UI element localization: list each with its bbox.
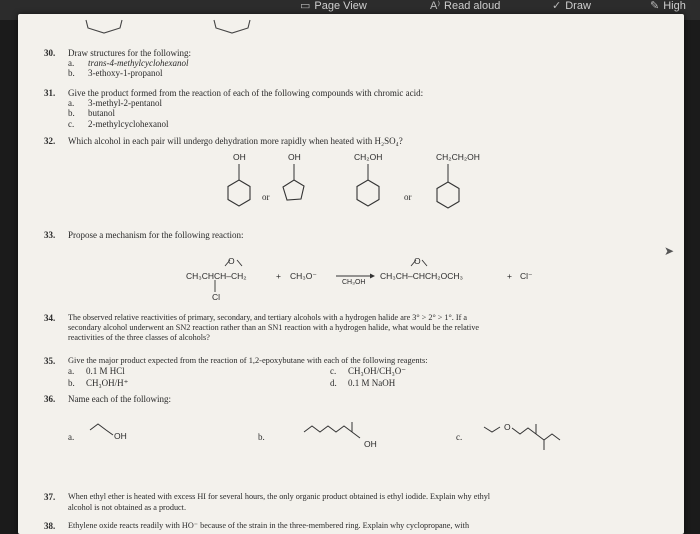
page-view-label: Page View [314,0,367,12]
q32-oh-2: OH [288,152,301,162]
q31c-label: c. [68,119,75,129]
q33-chlorine: Cl [212,292,221,302]
page-view-icon: ▭ [300,0,311,12]
q30b-text: 3-ethoxy-1-propanol [88,68,163,78]
q30-text: Draw structures for the following: [68,48,191,58]
q30a-text: trans-4-methylcyclohexanol [88,58,189,68]
q35-number: 35. [44,356,56,366]
q35c-label: c. [330,366,337,376]
q35d-label: d. [330,378,337,388]
draw-label: Draw [565,0,591,12]
highlight-icon: ✎ [650,0,660,12]
q33-number: 33. [44,230,56,240]
q33-plus-2: + [507,271,512,281]
q37-number: 37. [44,492,56,502]
draw-button[interactable] [552,0,591,12]
q33-solvent: CH₃OH [342,279,366,286]
q32-oh-1: OH [233,152,246,162]
q32-or-2: or [404,192,412,202]
q31a-label: a. [68,98,75,108]
q30a-label: a. [68,58,75,68]
page-view-button[interactable] [300,0,367,12]
q33-product: CH₃CH–CHCH₂OCH₃ [380,271,463,281]
q31b-text: butanol [88,108,115,118]
q34-line-3: reactivities of the three classes of alcohols? [68,333,210,342]
q34-line-2: secondary alcohol underwent an SN2 reaction rather than an SN1 reaction with a hydrogen halide, what would be the relative [68,323,480,332]
q33-epoxide-oxygen: O [228,256,235,266]
q33-reagent: CH₃O⁻ [290,271,317,281]
q33-product-oxygen: O [414,256,421,266]
q32-text: Which alcohol in each pair will undergo dehydration more rapidly when heated with H₂SO₄? [68,136,403,146]
q34-line-1: The observed relative reactivities of primary, secondary, and tertiary alcohols with a hydrogen halide are 3° > 2° > 1°. If a [68,313,468,322]
q33-plus-1: + [276,271,281,281]
draw-icon: ✓ [552,0,562,12]
q33-reactant: CH₃CHCH–CH₂ [186,271,247,281]
read-aloud-label: Read aloud [444,0,501,12]
q31-number: 31. [44,88,56,98]
q33-text: Propose a mechanism for the following reaction: [68,230,244,240]
q36-number: 36. [44,394,56,404]
next-page-arrow-icon[interactable]: ➤ [663,244,674,258]
document-content [18,14,684,534]
read-aloud-icon: A⁾ [430,0,441,12]
q35a-text: 0.1 M HCl [86,366,125,376]
q31a-text: 3-methyl-2-pentanol [88,98,162,108]
q36c-label: c. [456,432,463,442]
read-aloud-button[interactable] [430,0,500,12]
q32-number: 32. [44,136,56,146]
q35c-text: CH₃OH/CH₃O⁻ [348,366,407,376]
q34-number: 34. [44,313,56,323]
q36b-oh: OH [364,439,377,449]
q35a-label: a. [68,366,75,376]
q31c-text: 2-methylcyclohexanol [88,119,169,129]
q36c-oxygen: O [504,422,511,432]
q35b-text: CH₃OH/H⁺ [86,378,129,388]
q36-text: Name each of the following: [68,394,171,404]
q31-text: Give the product formed from the reaction of each of the following compounds with chromic acid: [68,88,424,98]
q32-or-1: or [262,192,270,202]
q32-ch2ch2oh: CH₂CH₂OH [436,152,480,162]
q36a-label: a. [68,432,75,442]
q38-line-1: Ethylene oxide reacts readily with HO⁻ because of the strain in the three-membered ring. Explain why cyclopropane, with [68,521,470,530]
q33-chloride-ion: Cl⁻ [520,271,533,281]
highlight-label: High [663,0,686,12]
q36-skeletal-structures [18,14,684,484]
q36b-label: b. [258,432,265,442]
q30b-label: b. [68,68,75,78]
q31b-label: b. [68,108,75,118]
q38-number: 38. [44,521,56,531]
q35-text: Give the major product expected from the reaction of 1,2-epoxybutane with each of the following reagents: [68,356,428,365]
q30-number: 30. [44,48,56,58]
highlight-button[interactable] [650,0,686,12]
q32-ch2oh: CH₂OH [354,152,383,162]
q35d-text: 0.1 M NaOH [348,378,396,388]
q37-line-2: alcohol is not obtained as a product. [68,503,187,512]
document-page [18,14,684,534]
q35b-label: b. [68,378,75,388]
q37-line-1: When ethyl ether is heated with excess HI for several hours, the only organic product obtained is ethyl iodide. Explain why ethyl [68,492,491,501]
q36a-oh: OH [114,431,127,441]
